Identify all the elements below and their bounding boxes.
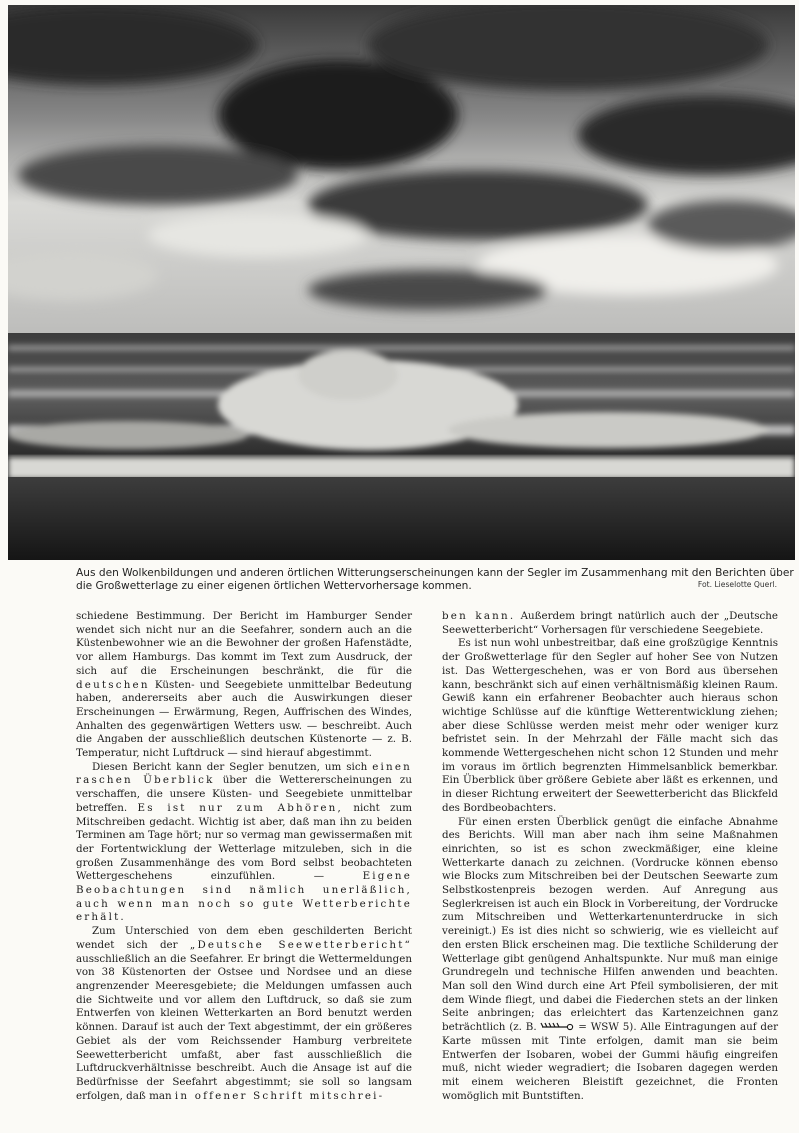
paragraph <box>76 925 412 1103</box>
paragraph <box>442 816 778 1104</box>
seascape-photo <box>8 5 795 560</box>
photo-credit: Fot. Lieselotte Querl. <box>697 580 777 589</box>
text-run: über die Wettererscheinungen zu verschaffen, die unsere Küsten- und Seegebiete unmittelbar betreffen. <box>76 774 412 814</box>
paragraph <box>76 761 412 925</box>
spaced-emphasis: in offener Schrift mitschrei- <box>174 1089 385 1102</box>
paragraph <box>76 610 412 761</box>
spaced-emphasis: Eigene Beobachtungen sind nämlich unerläßlich, auch wenn man noch so gute Wetterberichte erhält. <box>76 870 413 924</box>
text-run: Für einen ersten Überblick genügt die einfache Abnahme des Berichts. Will man aber nach ihm seine Maßnahmen einrichten, so ist es schon zweckmäßiger, eine kleine Wetterkarte danach zu zeichnen. (Vordrucke können ebenso wie Blocks zum Mitschreiben bei der Deutschen Seewarte zum Selbstkostenpreis bezogen werden. Auf Anregung aus Seglerkreisen ist auch ein Block in Vorbereitung, der Vordrucke zum Mitschreiben und Wetterkartenunterdrucke in sich vereinigt.) Es ist dies nicht so schwierig, wie es vielleicht auf den ersten Blick erscheinen mag. Die textliche Schilderung der Wetterlage gibt genügend Anhaltspunkte. Nur muß man einige Grundregeln und technische Hilfen anwenden und beachten. Man soll den Wind durch eine Art Pfeil symbolisieren, der mit dem Winde fliegt, und dabei die Fiederchen stets an der linken Seite anbringen; das erleichtert das Kartenzeichnen ganz beträchtlich (z. B. <box>442 815 778 1034</box>
right-text-column <box>442 610 778 1103</box>
text-run: Außerdem bringt natürlich auch der „Deutsche Seewetterbericht“ Vorhersagen für verschiedene Seegebiete. <box>442 610 778 636</box>
text-run: ausschließlich an die Seefahrer. Er bringt die Wettermeldungen von 38 Küstenorten der Ostsee und Nordsee und an diese angrenzender Meeresgebiete; die Meldungen umfassen auch die Sichtweite und vor allem den Luftdruck, so daß sie zum Entwerfen von kleinen Wetterkarten an Bord benutzt werden können. Darauf ist auch der Text abgestimmt, der ein größeres Gebiet als der vom Reichssender Hamburg verbreitete Seewetterbericht umfaßt, aber fast ausschließlich die Luftdruckverhältnisse beschreibt. Auch die Ansage ist auf die Bedürfnisse der Seefahrt abgestimmt; sie soll so langsam erfolgen, daß man <box>76 952 412 1102</box>
text-run: schiedene Bestimmung. Der Bericht im Hamburger Sender wendet sich nicht nur an die Seefahrer, sondern auch an die Küstenbewohner wie an die Bewohner der großen Hafenstädte, vor allem Hamburgs. Das kommt im Text zum Ausdruck, der sich auf die Erscheinungen beschränkt, die für die <box>76 610 412 677</box>
seascape-image <box>8 5 795 560</box>
text-run: = WSW 5). <box>578 1021 637 1034</box>
spaced-emphasis: „Deutsche Seewetterbericht“ <box>189 938 412 951</box>
text-run: Alle Eintragungen auf der Karte müssen mit Tinte erfolgen, damit man sie beim Entwerfen der Isobaren, wobei der Gummi häufig eingreifen muß, nicht wieder wegradiert; die Isobaren dagegen werden mit einem weicheren Bleistift gezeichnet, die Fronten womöglich mit Buntstiften. <box>442 1021 778 1102</box>
text-run: Küsten- und Seegebiete unmittelbar Bedeutung haben, andererseits aber auch die Auswirkungen dieser Erscheinungen — Erwärmung, Regen, Auffrischen des Windes, Anhalten des gegenwärtigen Wetters usw. — beschreibt. Auch die Angaben der ausschließlich deutschen Küstenorte — z. B. Temperatur, nicht Luftdruck — sind hierauf abgestimmt. <box>76 678 412 760</box>
spaced-emphasis: ben kann. <box>442 610 516 622</box>
spaced-emphasis: Es ist nur zum Abhören, <box>137 801 343 814</box>
photo-caption: Aus den Wolkenbildungen und anderen örtlichen Witterungserscheinungen kann der Segler im Zusammenhang mit den Berichten über die Großwetterlage zu einer eigenen örtlichen Wettervorhersage kommen. <box>76 567 794 592</box>
text-run: Zum Unterschied von dem eben geschilderten Bericht wendet sich der <box>76 925 412 951</box>
text-run: Es ist nun wohl unbestreitbar, daß eine großzügige Kenntnis der Großwetterlage für den Segler auf hoher See von Nutzen ist. Das Wettergeschehen, was er von Bord aus übersehen kann, beschränkt sich auf einen verhältnismäßig kleinen Raum. Gewiß kann ein erfahrener Beobachter auch hieraus schon wichtige Schlüsse auf die künftige Wetterentwicklung ziehen; aber diese Schlüsse werden meist mehr oder weniger kurz befristet sein. In der Mehrzahl der Fälle macht sich das kommende Wettergeschehen nicht schon 12 Stunden und mehr im voraus im örtlich begrenzten Himmelsanblick bemerkbar. Ein Überblick über größere Gebiete aber läßt es erkennen, und in dieser Richtung erweitert der Seewetterbericht das Blickfeld des Bordbeobachters. <box>442 637 778 814</box>
paragraph <box>442 610 778 637</box>
text-run: nicht zum Mitschreiben gedacht. Wichtig ist aber, daß man ihn zu beiden Terminen am Tage hört; nur so vermag man gewissermaßen mit der Fortentwicklung der Wetterlage mitzuleben, sich in die großen Zusammenhänge des vom Bord selbst beobachteten Wettergeschehens einzufühlen. — <box>76 801 413 883</box>
wind-arrow-icon <box>540 1022 574 1031</box>
spaced-emphasis: deutschen <box>76 678 150 691</box>
spaced-emphasis: einen raschen Überblick <box>76 760 412 787</box>
left-text-column <box>76 610 412 1103</box>
paragraph <box>442 637 778 815</box>
text-run: Diesen Bericht kann der Segler benutzen, um sich <box>92 760 368 773</box>
